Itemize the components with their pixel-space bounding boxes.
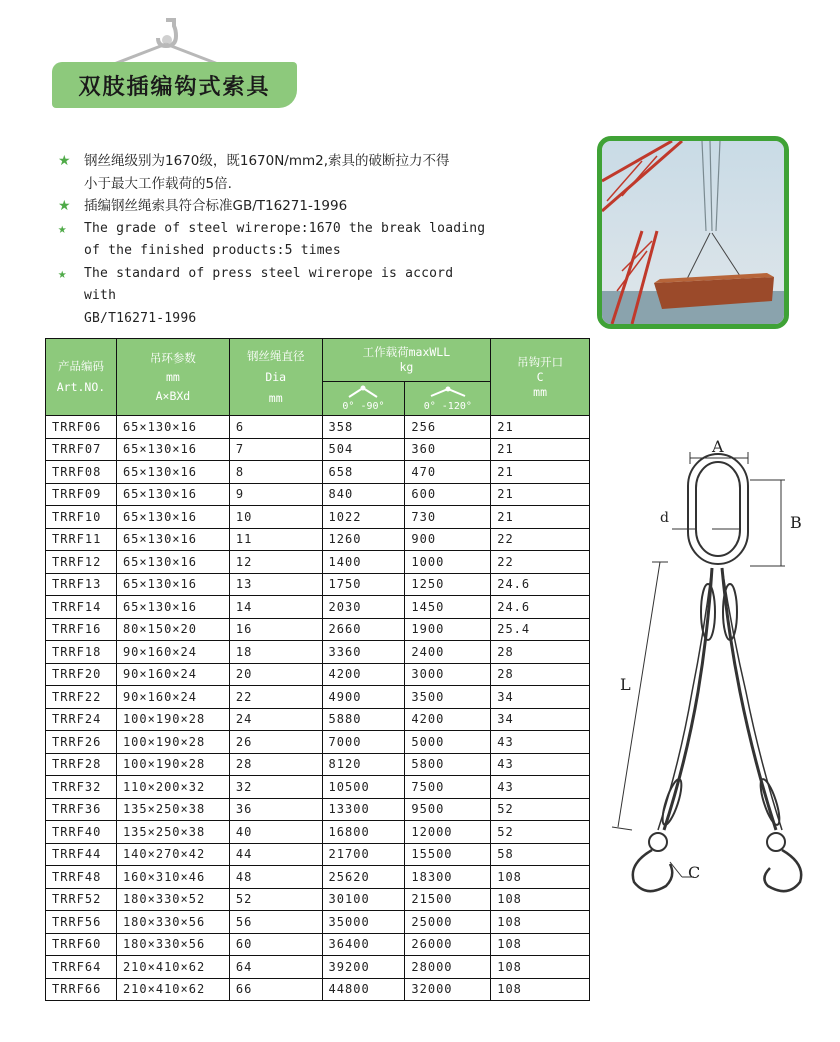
star-bullet-icon: ★: [58, 198, 71, 214]
table-row: [46, 686, 590, 709]
table-row: [46, 776, 590, 799]
table-cell: 3500: [405, 686, 491, 709]
table-cell: TRRF66: [46, 978, 117, 1001]
table-cell: 140×270×42: [116, 843, 229, 866]
table-cell: 3360: [322, 641, 405, 664]
table-cell: 65×130×16: [116, 461, 229, 484]
table-cell: 13300: [322, 798, 405, 821]
table-cell: 1000: [405, 551, 491, 574]
table-cell: 65×130×16: [116, 596, 229, 619]
list-item: [58, 195, 488, 218]
bullet-text: GB/T16271-1996: [84, 310, 197, 326]
col-header-angle-120: [405, 382, 491, 416]
table-cell: 25620: [322, 866, 405, 889]
table-cell: 100×190×28: [116, 753, 229, 776]
table-cell: 22: [229, 686, 322, 709]
table-cell: 7500: [405, 776, 491, 799]
table-cell: 14: [229, 596, 322, 619]
table-cell: 256: [405, 416, 491, 439]
table-row: [46, 596, 590, 619]
table-row: [46, 551, 590, 574]
table-cell: 8120: [322, 753, 405, 776]
list-item: [58, 240, 488, 263]
table-cell: TRRF36: [46, 798, 117, 821]
table-cell: 43: [491, 731, 590, 754]
table-cell: 28: [491, 641, 590, 664]
table-cell: 470: [405, 461, 491, 484]
table-cell: 44: [229, 843, 322, 866]
header-label: mm: [268, 390, 283, 405]
table-row: [46, 663, 590, 686]
table-cell: 65×130×16: [116, 483, 229, 506]
table-cell: 8: [229, 461, 322, 484]
col-header-dia: [229, 339, 322, 416]
table-cell: 108: [491, 933, 590, 956]
table-cell: 4200: [405, 708, 491, 731]
table-cell: 9500: [405, 798, 491, 821]
table-cell: 40: [229, 821, 322, 844]
header-label: Dia: [265, 369, 287, 384]
list-item: [58, 263, 488, 308]
table-row: [46, 483, 590, 506]
table-row: [46, 708, 590, 731]
table-cell: 28000: [405, 956, 491, 979]
table-cell: 1022: [322, 506, 405, 529]
table-cell: 21500: [405, 888, 491, 911]
bullet-text: 钢丝绳级别为1670级，既1670N/mm2,索具的破断拉力不得: [84, 153, 450, 169]
table-row: [46, 888, 590, 911]
table-row: [46, 438, 590, 461]
table-cell: 90×160×24: [116, 663, 229, 686]
table-cell: 30100: [322, 888, 405, 911]
table-cell: 658: [322, 461, 405, 484]
table-cell: 13: [229, 573, 322, 596]
table-cell: 5800: [405, 753, 491, 776]
table-cell: 65×130×16: [116, 416, 229, 439]
header-label: 产品编码: [57, 359, 104, 373]
table-cell: 22: [491, 551, 590, 574]
table-cell: TRRF16: [46, 618, 117, 641]
table-cell: 24: [229, 708, 322, 731]
table-cell: 1750: [322, 573, 405, 596]
table-cell: 24.6: [491, 573, 590, 596]
table-cell: 108: [491, 956, 590, 979]
table-cell: 5000: [405, 731, 491, 754]
header-label: 0° -90°: [342, 401, 385, 412]
table-cell: TRRF32: [46, 776, 117, 799]
table-cell: 58: [491, 843, 590, 866]
dimension-label-d: d: [660, 510, 669, 526]
table-cell: 135×250×38: [116, 821, 229, 844]
bullet-text: of the finished products:5 times: [84, 243, 341, 258]
table-cell: 11: [229, 528, 322, 551]
table-cell: 24.6: [491, 596, 590, 619]
table-row: [46, 416, 590, 439]
star-bullet-icon: ★: [58, 220, 67, 237]
table-cell: TRRF60: [46, 933, 117, 956]
bullet-text: The grade of steel wirerope:1670 the break loading: [84, 220, 486, 236]
table-cell: TRRF48: [46, 866, 117, 889]
table-cell: TRRF14: [46, 596, 117, 619]
table-cell: 2400: [405, 641, 491, 664]
table-cell: 108: [491, 888, 590, 911]
table-cell: 21700: [322, 843, 405, 866]
table-cell: 52: [229, 888, 322, 911]
table-cell: 21: [491, 438, 590, 461]
table-cell: 34: [491, 686, 590, 709]
dimension-label-c: C: [688, 863, 701, 882]
table-cell: 36: [229, 798, 322, 821]
table-cell: 90×160×24: [116, 686, 229, 709]
table-cell: 52: [491, 798, 590, 821]
table-cell: 21: [491, 416, 590, 439]
table-cell: 360: [405, 438, 491, 461]
page-title: 双肢插编钩式索具: [78, 73, 271, 100]
sling-angle-icon: [343, 385, 383, 399]
table-row: [46, 731, 590, 754]
table-cell: 60: [229, 933, 322, 956]
table-cell: 135×250×38: [116, 798, 229, 821]
bullet-text: 小于最大工作载荷的5倍.: [84, 175, 232, 192]
table-cell: 52: [491, 821, 590, 844]
table-cell: 1900: [405, 618, 491, 641]
table-row: [46, 506, 590, 529]
table-cell: 65×130×16: [116, 438, 229, 461]
table-row: [46, 798, 590, 821]
table-cell: 64: [229, 956, 322, 979]
table-cell: 10: [229, 506, 322, 529]
table-cell: TRRF22: [46, 686, 117, 709]
table-cell: 5880: [322, 708, 405, 731]
header-label: kg: [399, 360, 414, 374]
header-label: 吊钩开口: [517, 354, 564, 369]
table-cell: TRRF52: [46, 888, 117, 911]
table-cell: 108: [491, 866, 590, 889]
table-cell: TRRF10: [46, 506, 117, 529]
table-cell: 100×190×28: [116, 731, 229, 754]
table-cell: 100×190×28: [116, 708, 229, 731]
table-cell: TRRF64: [46, 956, 117, 979]
table-cell: TRRF12: [46, 551, 117, 574]
table-cell: 44800: [322, 978, 405, 1001]
table-cell: TRRF24: [46, 708, 117, 731]
header-label: mm: [533, 384, 548, 399]
table-cell: 21: [491, 461, 590, 484]
feature-list: [58, 150, 488, 330]
table-cell: 7000: [322, 731, 405, 754]
table-cell: 600: [405, 483, 491, 506]
table-cell: 840: [322, 483, 405, 506]
header-label: C: [536, 369, 544, 384]
table-cell: 7: [229, 438, 322, 461]
dimension-label-a: A: [712, 437, 724, 456]
table-cell: 1400: [322, 551, 405, 574]
table-cell: 108: [491, 911, 590, 934]
table-cell: 110×200×32: [116, 776, 229, 799]
table-cell: 180×330×56: [116, 911, 229, 934]
table-cell: TRRF56: [46, 911, 117, 934]
sling-diagram: [600, 432, 825, 902]
table-cell: 9: [229, 483, 322, 506]
table-cell: 1450: [405, 596, 491, 619]
col-header-ring: [116, 339, 229, 416]
table-cell: 4900: [322, 686, 405, 709]
table-cell: 108: [491, 978, 590, 1001]
table-cell: 160×310×46: [116, 866, 229, 889]
table-row: [46, 528, 590, 551]
table-cell: 36400: [322, 933, 405, 956]
table-cell: 730: [405, 506, 491, 529]
list-item: [58, 150, 488, 173]
table-cell: TRRF26: [46, 731, 117, 754]
table-cell: 65×130×16: [116, 551, 229, 574]
table-cell: 12: [229, 551, 322, 574]
table-cell: 900: [405, 528, 491, 551]
table-cell: 65×130×16: [116, 573, 229, 596]
table-cell: 28: [229, 753, 322, 776]
table-cell: 65×130×16: [116, 506, 229, 529]
header-label: A×BXd: [155, 388, 191, 403]
header-label: 工作载荷maxWLL: [362, 345, 451, 359]
bullet-text: The standard of press steel wirerope is accord with: [84, 265, 454, 303]
table-cell: TRRF13: [46, 573, 117, 596]
table-cell: 34: [491, 708, 590, 731]
table-cell: 1260: [322, 528, 405, 551]
table-cell: TRRF07: [46, 438, 117, 461]
table-cell: TRRF06: [46, 416, 117, 439]
table-cell: 90×160×24: [116, 641, 229, 664]
crane-lifting-photo: [597, 136, 789, 329]
list-item: [58, 173, 488, 196]
table-cell: 16800: [322, 821, 405, 844]
table-cell: 66: [229, 978, 322, 1001]
table-cell: 43: [491, 776, 590, 799]
table-cell: 20: [229, 663, 322, 686]
table-cell: 16: [229, 618, 322, 641]
table-cell: 26000: [405, 933, 491, 956]
title-area: [52, 14, 302, 114]
table-cell: 210×410×62: [116, 978, 229, 1001]
table-cell: 358: [322, 416, 405, 439]
table-row: [46, 618, 590, 641]
table-cell: 3000: [405, 663, 491, 686]
list-item: [58, 308, 488, 331]
header-label: 钢丝绳直径: [246, 348, 305, 363]
table-row: [46, 843, 590, 866]
table-cell: 22: [491, 528, 590, 551]
table-row: [46, 956, 590, 979]
table-cell: 35000: [322, 911, 405, 934]
table-cell: 10500: [322, 776, 405, 799]
table-cell: TRRF18: [46, 641, 117, 664]
table-cell: TRRF40: [46, 821, 117, 844]
table-cell: 4200: [322, 663, 405, 686]
table-cell: 504: [322, 438, 405, 461]
header-label: 吊环参数: [149, 350, 196, 365]
table-cell: 32000: [405, 978, 491, 1001]
table-cell: 6: [229, 416, 322, 439]
table-cell: 25000: [405, 911, 491, 934]
table-cell: 80×150×20: [116, 618, 229, 641]
table-cell: 2030: [322, 596, 405, 619]
header-label: 0° -120°: [423, 401, 472, 412]
table-cell: 65×130×16: [116, 528, 229, 551]
table-cell: 1250: [405, 573, 491, 596]
table-row: [46, 821, 590, 844]
table-cell: TRRF20: [46, 663, 117, 686]
table-cell: 180×330×52: [116, 888, 229, 911]
table-cell: 2660: [322, 618, 405, 641]
table-cell: TRRF09: [46, 483, 117, 506]
table-cell: 28: [491, 663, 590, 686]
table-row: [46, 753, 590, 776]
col-header-wll: [322, 339, 491, 382]
table-cell: 18300: [405, 866, 491, 889]
star-bullet-icon: ★: [58, 153, 71, 169]
specification-table: [45, 338, 590, 1001]
header-label: Art.NO.: [56, 380, 106, 394]
table-row: [46, 641, 590, 664]
table-cell: 21: [491, 483, 590, 506]
header-label: mm: [165, 369, 180, 384]
table-row: [46, 573, 590, 596]
title-badge: [52, 62, 297, 108]
table-cell: 43: [491, 753, 590, 776]
table-cell: TRRF28: [46, 753, 117, 776]
table-cell: 26: [229, 731, 322, 754]
list-item: [58, 218, 488, 241]
table-row: [46, 461, 590, 484]
table-cell: 18: [229, 641, 322, 664]
dimension-label-b: B: [790, 513, 802, 532]
col-header-hook: [491, 339, 590, 416]
table-row: [46, 866, 590, 889]
table-body: [46, 416, 590, 1001]
table-cell: 32: [229, 776, 322, 799]
table-cell: 21: [491, 506, 590, 529]
table-cell: 180×330×56: [116, 933, 229, 956]
table-cell: 210×410×62: [116, 956, 229, 979]
col-header-code: [46, 339, 117, 416]
table-cell: TRRF08: [46, 461, 117, 484]
table-cell: 48: [229, 866, 322, 889]
table-cell: 15500: [405, 843, 491, 866]
table-cell: 39200: [322, 956, 405, 979]
table-cell: TRRF11: [46, 528, 117, 551]
table-cell: 25.4: [491, 618, 590, 641]
col-header-angle-90: [322, 382, 405, 416]
dimension-label-l: L: [620, 675, 631, 694]
table-row: [46, 911, 590, 934]
bullet-text: 插编钢丝绳索具符合标准GB/T16271-1996: [84, 198, 348, 214]
star-bullet-icon: ★: [58, 265, 67, 282]
table-cell: TRRF44: [46, 843, 117, 866]
table-cell: 56: [229, 911, 322, 934]
table-cell: 12000: [405, 821, 491, 844]
table-row: [46, 933, 590, 956]
table-row: [46, 978, 590, 1001]
sling-angle-icon: [428, 385, 468, 399]
